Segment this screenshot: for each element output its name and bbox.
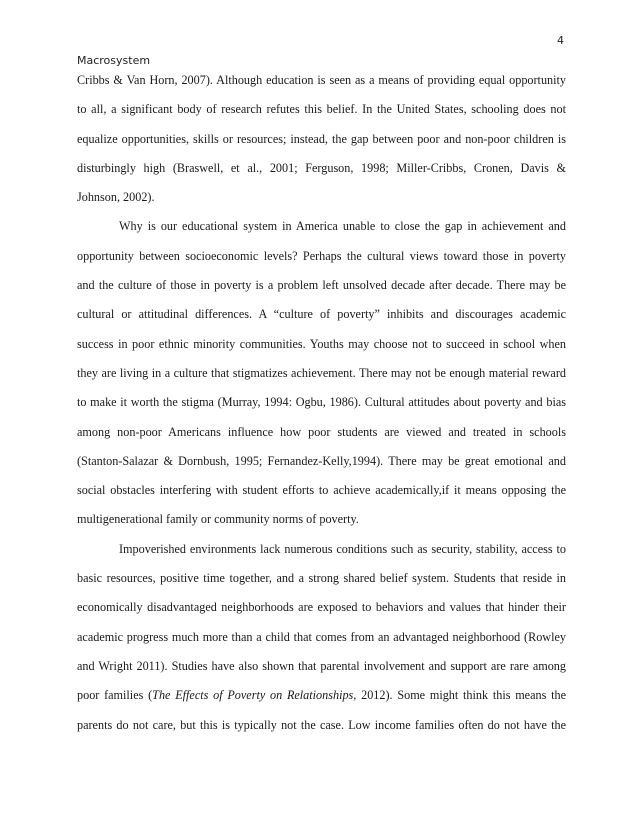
page-number: 4 [557,34,564,47]
text-line: parents do not care, but this is typically not the case. Low income families often do not have the [77,717,566,732]
text-line: to make it worth the stigma (Murray, 1994: Ogbu, 1986). Cultural attitudes about poverty and bias [77,395,566,410]
text-line: among non-poor Americans influence how poor students are viewed and treated in schools [77,424,566,439]
text-line: basic resources, positive time together, and a strong shared belief system. Students that reside in [77,571,566,586]
text-line: and the culture of those in poverty is a problem left unsolved decade after decade. There may be [77,278,566,293]
text-line: success in poor ethnic minority communities. Youths may choose not to succeed in school when [77,336,566,351]
text-line: (Stanton-Salazar & Dornbush, 1995; Fernandez-Kelly,1994). There may be great emotional and [77,453,566,468]
italic-source-title: The Effects of Poverty on Relationships [152,688,354,703]
paragraph-first-line: Why is our educational system in America unable to close the gap in achievement and [119,219,566,234]
text-line: and Wright 2011). Studies have also shown that parental involvement and support are rare among [77,658,566,673]
text-line: they are living in a culture that stigmatizes achievement. There may not be enough material reward [77,365,566,380]
text-line: social obstacles interfering with student efforts to achieve academically,if it means opposing the [77,483,566,498]
text-line [77,681,566,710]
text-line: academic progress much more than a child that comes from an advantaged neighborhood (Rowley [77,629,566,644]
text-line: equalize opportunities, skills or resources; instead, the gap between poor and non-poor children is [77,131,566,146]
citation-suffix: , 2012). Some might think this means the [353,688,566,703]
text-line: opportunity between socioeconomic levels? Perhaps the cultural views toward those in poverty [77,248,566,263]
paragraph-first-line: Impoverished environments lack numerous conditions such as security, stability, access to [119,541,566,556]
text-line: economically disadvantaged neighborhoods are exposed to behaviors and values that hinder their [77,600,566,615]
citation-prefix: poor families ( [77,688,153,703]
text-line: Johnson, 2002). [77,190,155,205]
body-text [77,66,566,740]
text-line: multigenerational family or community norms of poverty. [77,512,359,527]
running-head: Macrosystem [77,54,151,67]
text-line: to all, a significant body of research refutes this belief. In the United States, schooling does not [77,102,566,117]
text-line: Cribbs & Van Horn, 2007). Although education is seen as a means of providing equal opportunity [77,73,566,87]
text-line: disturbingly high (Braswell, et al., 2001; Ferguson, 1998; Miller-Cribbs, Cronen, Davis & [77,160,566,175]
text-line: cultural or attitudinal differences. A “culture of poverty” inhibits and discourages academic [77,307,566,322]
